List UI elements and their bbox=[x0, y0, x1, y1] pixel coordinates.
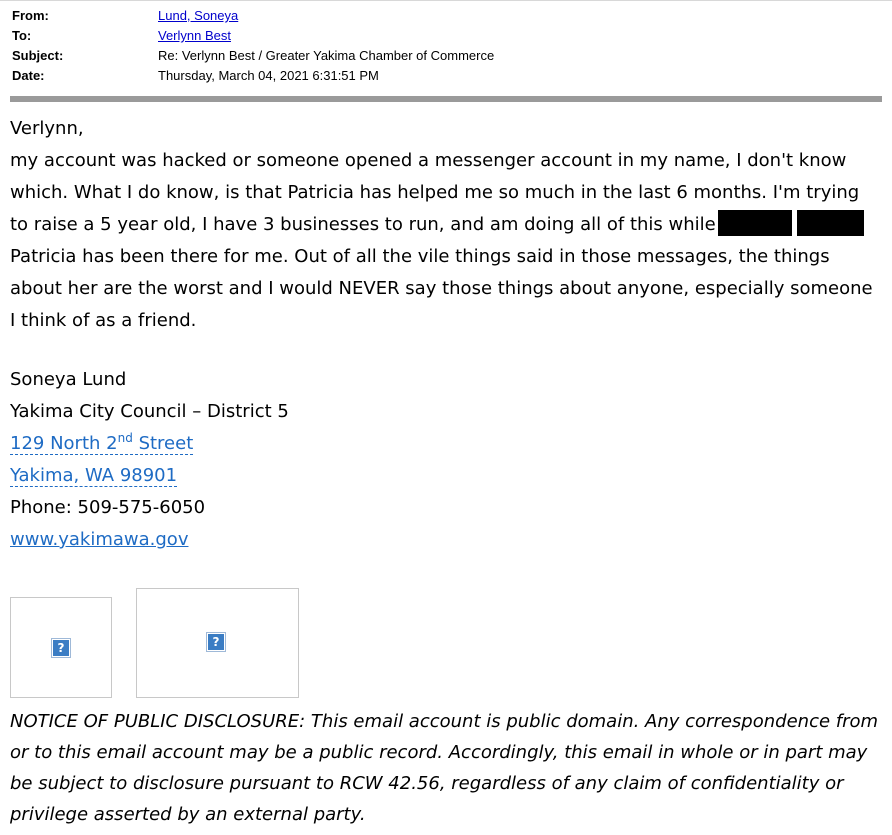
date-value: Thursday, March 04, 2021 6:31:51 PM bbox=[158, 68, 379, 83]
address-city: Yakima, WA 98901 bbox=[10, 465, 178, 486]
subject-row bbox=[12, 46, 882, 66]
image-placeholder bbox=[10, 597, 112, 698]
address-ordinal: nd bbox=[117, 431, 133, 445]
signature-title: Yakima City Council – District 5 bbox=[10, 401, 289, 422]
greeting: Verlynn, bbox=[10, 118, 84, 139]
broken-image-icon: ? bbox=[51, 638, 71, 658]
top-border bbox=[0, 0, 892, 1]
body-paragraph bbox=[10, 145, 882, 337]
body-text-part1: my account was hacked or someone opened a messenger account in my name, I don't know which. What I do know, is that Patricia has helped me so much in the last 6 months. I'm trying to raise a 5 year old, I have 3 businesses to run, and am doing all of this while bbox=[10, 150, 860, 235]
redaction-box bbox=[718, 210, 792, 236]
signature-name: Soneya Lund bbox=[10, 369, 127, 390]
address-street-number: 129 North 2 bbox=[10, 433, 118, 454]
from-row bbox=[12, 6, 882, 26]
address-line-2[interactable] bbox=[10, 460, 882, 492]
email-body bbox=[10, 113, 882, 337]
to-row bbox=[12, 26, 882, 46]
subject-label: Subject: bbox=[12, 48, 64, 63]
address-street: Street bbox=[132, 433, 194, 454]
to-label: To: bbox=[12, 28, 32, 43]
broken-image-icon: ? bbox=[206, 632, 226, 652]
image-placeholder bbox=[136, 588, 299, 698]
signature-block bbox=[10, 364, 882, 556]
date-row bbox=[12, 66, 882, 86]
address-line-1[interactable] bbox=[10, 428, 882, 460]
from-link[interactable]: Lund, Soneya bbox=[158, 8, 239, 23]
redaction-box bbox=[797, 210, 864, 236]
header-separator bbox=[10, 96, 882, 102]
email-header bbox=[12, 6, 882, 86]
website-link[interactable]: www.yakimawa.gov bbox=[10, 529, 189, 550]
to-link[interactable]: Verlynn Best bbox=[158, 28, 231, 43]
disclosure-notice: NOTICE OF PUBLIC DISCLOSURE: This email account is public domain. Any correspondence from or to this email account may be a public record. Accordingly, this email in whole or in part may be subject to disclosure pursuant to RCW 42.56, regardless of any claim of confidentiality or privilege asserted by an external party. bbox=[10, 711, 879, 825]
date-label: Date: bbox=[12, 68, 45, 83]
subject-value: Re: Verlynn Best / Greater Yakima Chamber of Commerce bbox=[158, 48, 495, 63]
body-text-part2: Patricia has been there for me. Out of all the vile things said in those messages, the things about her are the worst and I would NEVER say those things about anyone, especially someone I think of as a friend. bbox=[10, 246, 873, 331]
from-label: From: bbox=[12, 8, 49, 23]
phone: Phone: 509-575-6050 bbox=[10, 497, 206, 518]
